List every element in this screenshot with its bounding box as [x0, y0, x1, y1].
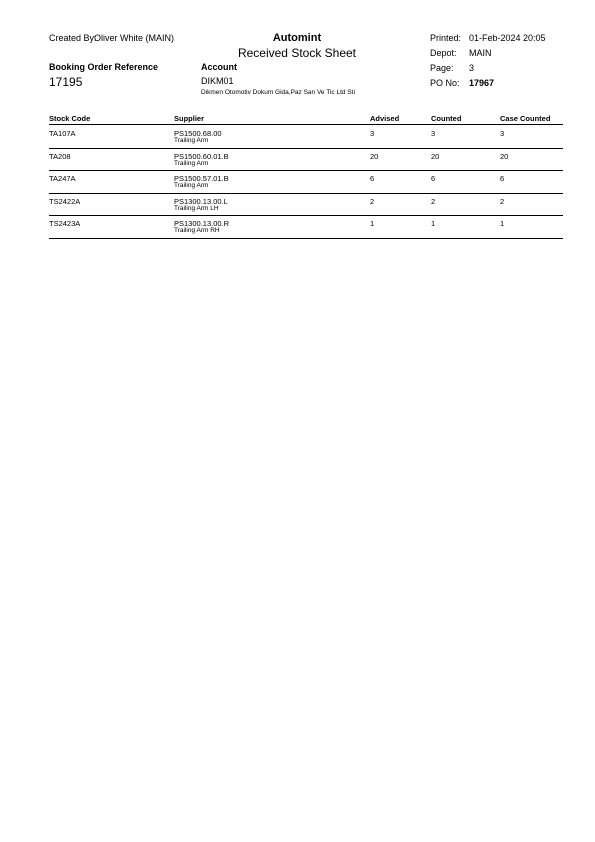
header-counted: Counted: [431, 114, 462, 123]
account-code: DIKM01: [201, 76, 234, 86]
item-description-cell: Trailing Arm: [174, 182, 209, 189]
counted-cell: 1: [431, 219, 436, 228]
printed-label: Printed:: [430, 33, 462, 43]
document-title: Received Stock Sheet: [237, 46, 357, 60]
item-description-cell: Trailing Arm: [174, 159, 209, 167]
booking-order-value: 17195: [49, 75, 83, 89]
header-advised: Advised: [370, 114, 400, 123]
stock-code-cell: TA208: [49, 151, 71, 161]
case-counted-cell: 2: [500, 196, 505, 206]
table-row: [49, 126, 563, 149]
account-label: Account: [201, 62, 237, 72]
item-description-cell: Trailing Arm RH: [174, 227, 220, 234]
table-row: [49, 149, 563, 172]
table-row: [49, 216, 563, 239]
case-counted-cell: 1: [500, 219, 505, 228]
header-divider: [49, 124, 563, 125]
supplier-code-cell: PS1300.13.00.R: [174, 219, 230, 228]
stock-code-cell: TA107A: [49, 129, 76, 138]
page-value: 3: [469, 63, 475, 73]
counted-cell: 20: [431, 151, 440, 161]
item-description-cell: Trailing Arm LH: [174, 204, 219, 212]
counted-cell: 6: [431, 174, 436, 183]
counted-cell: 3: [431, 129, 436, 138]
page-label: Page:: [430, 63, 454, 73]
printed-value: 01-Feb-2024 20:05: [469, 33, 546, 43]
table-body: [49, 126, 563, 239]
account-name: Dikmen Otomotiv Dokum Gida,Paz San Ve Tic Ltd Sti: [201, 89, 355, 96]
item-description-cell: Trailing Arm: [174, 137, 209, 144]
case-counted-cell: 3: [500, 129, 505, 138]
supplier-code-cell: PS1500.60.01.B: [174, 151, 229, 161]
counted-cell: 2: [431, 196, 436, 206]
stock-code-cell: TA247A: [49, 174, 76, 183]
header-stock-code: Stock Code: [49, 114, 91, 123]
case-counted-cell: 20: [500, 151, 509, 161]
stock-code-cell: TS2422A: [49, 196, 81, 206]
header-case-counted: Case Counted: [500, 114, 551, 123]
table-row: [49, 171, 563, 194]
created-by-label: Created By:: [49, 33, 97, 43]
created-by-value: Oliver White (MAIN): [94, 33, 175, 43]
supplier-code-cell: PS1500.68.00: [174, 129, 222, 138]
po-label: PO No:: [430, 78, 460, 88]
advised-cell: 3: [370, 129, 375, 138]
advised-cell: 6: [370, 174, 375, 183]
booking-order-label: Booking Order Reference: [49, 62, 159, 72]
po-value: 17967: [469, 78, 495, 88]
case-counted-cell: 6: [500, 174, 505, 183]
depot-label: Depot:: [430, 48, 457, 58]
advised-cell: 20: [370, 151, 379, 161]
depot-value: MAIN: [469, 48, 492, 58]
stock-code-cell: TS2423A: [49, 219, 81, 228]
advised-cell: 1: [370, 219, 375, 228]
supplier-code-cell: PS1500.57.01.B: [174, 174, 229, 183]
supplier-code-cell: PS1300.13.00.L: [174, 196, 228, 206]
company-name: Automint: [272, 32, 322, 44]
header-supplier: Supplier: [174, 114, 205, 123]
table-row: [49, 194, 563, 217]
advised-cell: 2: [370, 196, 375, 206]
